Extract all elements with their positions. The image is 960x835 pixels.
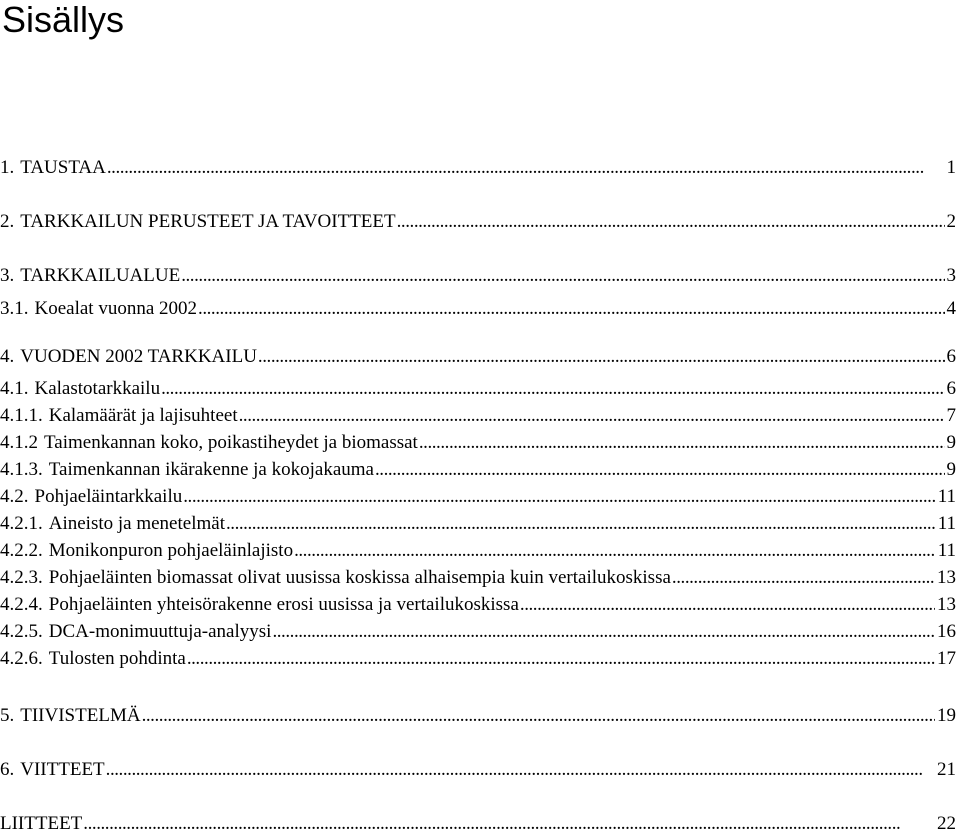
toc-entry-number: 4. bbox=[0, 346, 15, 367]
toc-entry[interactable] bbox=[0, 813, 956, 835]
toc-entry-page: 16 bbox=[937, 621, 956, 642]
toc-entry[interactable] bbox=[0, 759, 956, 781]
toc-entry-title: Kalamäärät ja lajisuhteet bbox=[48, 405, 238, 426]
dot-leader bbox=[419, 432, 945, 454]
toc-entry-title: Pohjaeläinten biomassat olivat uusissa koskissa alhaisempia kuin vertailukoskissa bbox=[48, 567, 671, 588]
toc-entry-number: 5. bbox=[0, 705, 15, 726]
toc-entry[interactable] bbox=[0, 211, 956, 233]
toc-entry-title: Aineisto ja menetelmät bbox=[48, 513, 225, 534]
toc-entry-title: Pohjaeläinten yhteisörakenne erosi uusissa ja vertailukoskissa bbox=[48, 594, 519, 615]
toc-entry[interactable] bbox=[0, 298, 956, 320]
toc-entry-number: 4.2.3. bbox=[0, 567, 43, 588]
toc-entry-page: 6 bbox=[946, 378, 956, 399]
toc-entry[interactable] bbox=[0, 705, 956, 727]
dot-leader bbox=[106, 759, 935, 781]
toc-entry-number: 4.1.1. bbox=[0, 405, 43, 426]
dot-leader bbox=[187, 648, 935, 670]
toc-entry-page: 13 bbox=[937, 594, 956, 615]
toc-entry[interactable] bbox=[0, 621, 956, 643]
toc-entry-title: VIITTEET bbox=[20, 759, 105, 780]
dot-leader bbox=[397, 211, 945, 233]
toc-entry-page: 7 bbox=[946, 405, 956, 426]
toc-entry-number: 4.2.6. bbox=[0, 648, 43, 669]
toc-entry-page: 13 bbox=[937, 567, 956, 588]
toc-entry-title: DCA-monimuuttuja-analyysi bbox=[48, 621, 272, 642]
toc-entry[interactable] bbox=[0, 378, 956, 400]
toc-entry-title: Monikonpuron pohjaeläinlajisto bbox=[48, 540, 294, 561]
toc-entry-number: 4.2.4. bbox=[0, 594, 43, 615]
toc-entry-title: Koealat vuonna 2002 bbox=[34, 298, 198, 319]
toc-entry-title: Tulosten pohdinta bbox=[48, 648, 186, 669]
toc-entry-title: TIIVISTELMÄ bbox=[20, 705, 141, 726]
page-title: Sisällys bbox=[2, 0, 125, 40]
dot-leader bbox=[239, 405, 945, 427]
toc-entry-title: Kalastotarkkailu bbox=[34, 378, 161, 399]
dot-leader bbox=[107, 157, 945, 179]
dot-leader bbox=[83, 813, 935, 835]
toc-entry-number: 4.1.2 bbox=[0, 432, 38, 453]
toc-entry[interactable] bbox=[0, 265, 956, 287]
dot-leader bbox=[161, 378, 944, 400]
toc-entry-page: 9 bbox=[946, 432, 956, 453]
toc-entry[interactable] bbox=[0, 540, 956, 562]
toc-entry-title: TARKKAILUALUE bbox=[20, 265, 181, 286]
toc-entry-number: 4.2.1. bbox=[0, 513, 43, 534]
toc-entry-number: 4.1. bbox=[0, 378, 29, 399]
toc-entry-page: 21 bbox=[937, 759, 956, 780]
toc-entry-page: 3 bbox=[946, 265, 956, 286]
toc-entry-number: 3.1. bbox=[0, 298, 29, 319]
toc-entry[interactable] bbox=[0, 648, 956, 670]
toc-entry-page: 17 bbox=[937, 648, 956, 669]
dot-leader bbox=[375, 459, 945, 481]
dot-leader bbox=[258, 346, 945, 368]
dot-leader bbox=[181, 265, 944, 287]
dot-leader bbox=[183, 486, 935, 508]
toc-entry-number: 2. bbox=[0, 211, 15, 232]
toc-entry[interactable] bbox=[0, 346, 956, 368]
toc-entry[interactable] bbox=[0, 157, 956, 179]
toc-entry-title: VUODEN 2002 TARKKAILU bbox=[20, 346, 257, 367]
dot-leader bbox=[142, 705, 935, 727]
toc-entry-number: 1. bbox=[0, 157, 15, 178]
toc-entry-title: Taimenkannan ikärakenne ja kokojakauma bbox=[48, 459, 374, 480]
toc-entry-number: 4.2.2. bbox=[0, 540, 43, 561]
toc-entry-page: 4 bbox=[946, 298, 956, 319]
toc-entry-number: 4.2. bbox=[0, 486, 29, 507]
toc-entry-page: 22 bbox=[937, 813, 956, 834]
toc-entry[interactable] bbox=[0, 405, 956, 427]
toc-entry[interactable] bbox=[0, 567, 956, 589]
toc-entry-title: Pohjaeläintarkkailu bbox=[34, 486, 183, 507]
dot-leader bbox=[294, 540, 936, 562]
toc-entry-page: 9 bbox=[946, 459, 956, 480]
toc-entry-page: 2 bbox=[946, 211, 956, 232]
toc-entry-page: 11 bbox=[937, 513, 956, 534]
toc-entry[interactable] bbox=[0, 459, 956, 481]
toc-entry-number: 4.2.5. bbox=[0, 621, 43, 642]
toc-entry-number: 4.1.3. bbox=[0, 459, 43, 480]
dot-leader bbox=[226, 513, 936, 535]
dot-leader bbox=[198, 298, 944, 320]
toc-entry[interactable] bbox=[0, 513, 956, 535]
toc-entry-page: 6 bbox=[946, 346, 956, 367]
toc-entry-number: 3. bbox=[0, 265, 15, 286]
toc-entry[interactable] bbox=[0, 486, 956, 508]
toc-entry-title: TARKKAILUN PERUSTEET JA TAVOITTEET bbox=[20, 211, 396, 232]
dot-leader bbox=[272, 621, 935, 643]
dot-leader bbox=[672, 567, 935, 589]
toc-entry-page: 11 bbox=[937, 540, 956, 561]
toc-entry[interactable] bbox=[0, 432, 956, 454]
toc-entry[interactable] bbox=[0, 594, 956, 616]
toc-entry-title: LIITTEET bbox=[0, 813, 83, 834]
dot-leader bbox=[520, 594, 935, 616]
toc-entry-number: 6. bbox=[0, 759, 15, 780]
toc-entry-page: 1 bbox=[946, 157, 956, 178]
toc-entry-title: Taimenkannan koko, poikastiheydet ja biomassat bbox=[44, 432, 418, 453]
toc-entry-title: TAUSTAA bbox=[20, 157, 106, 178]
toc-entry-page: 11 bbox=[937, 486, 956, 507]
toc-entry-page: 19 bbox=[937, 705, 956, 726]
